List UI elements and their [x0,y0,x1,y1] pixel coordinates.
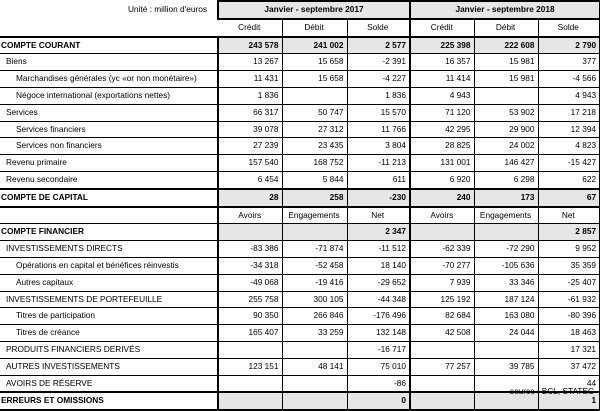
col-financial-3: Avoirs [410,207,474,224]
row-value: 12 394 [538,121,600,138]
row-value [218,392,282,410]
row-value: 2 577 [347,37,410,54]
col-financial-4: Engagements [474,207,538,224]
row-value: 123 151 [218,358,282,375]
row-value: 11 766 [347,121,410,138]
row-value: 18 463 [538,325,600,342]
row-value: -71 874 [282,241,347,258]
row-value: 173 [474,189,538,207]
table-row [0,104,600,121]
row-value: 50 747 [282,104,347,121]
table-row [0,37,600,54]
row-value: -2 391 [347,54,410,71]
row-value: 163 080 [474,308,538,325]
row-value: 4 943 [410,87,474,104]
row-value: 3 804 [347,138,410,155]
row-label: Services [0,104,218,121]
row-label: ERREURS ET OMISSIONS [0,392,218,410]
row-value [410,224,474,241]
row-value: 2 790 [538,37,600,54]
row-value: 131 001 [410,155,474,172]
row-value: -25 407 [538,274,600,291]
header-spacer [0,207,218,224]
row-value: -16 717 [347,341,410,358]
row-value: 240 [410,189,474,207]
row-value: 9 952 [538,241,600,258]
row-value: 35 359 [538,257,600,274]
row-label: Titres de participation [0,308,218,325]
row-label: AVOIRS DE RÉSERVE [0,375,218,392]
row-value: 27 312 [282,121,347,138]
row-value: -11 213 [347,155,410,172]
row-value: 5 844 [282,171,347,188]
row-value: -29 652 [347,274,410,291]
row-value: 15 981 [474,71,538,88]
row-value: -83 386 [218,241,282,258]
col-debit-2018: Débit [474,19,538,37]
row-value [282,375,347,392]
col-solde-2018: Solde [538,19,600,37]
row-value: 1 836 [347,87,410,104]
row-label: Services financiers [0,121,218,138]
row-value: -230 [347,189,410,207]
row-label: AUTRES INVESTISSEMENTS [0,358,218,375]
row-value: 75 010 [347,358,410,375]
financial-header-row [0,207,600,224]
row-value: 71 120 [410,104,474,121]
row-value: 6 298 [474,171,538,188]
row-value: 7 939 [410,274,474,291]
row-value: 622 [538,171,600,188]
row-value: 44 [538,375,600,392]
table-row [0,155,600,172]
row-value: 77 257 [410,358,474,375]
row-value: 23 435 [282,138,347,155]
row-value: 255 758 [218,291,282,308]
col-financial-0: Avoirs [218,207,282,224]
row-label: Opérations en capital et bénéfices réinvestis [0,257,218,274]
col-credit-2018: Crédit [410,19,474,37]
row-value: 225 398 [410,37,474,54]
row-value: -70 277 [410,257,474,274]
col-financial-1: Engagements [282,207,347,224]
row-value [410,375,474,392]
row-value: 90 350 [218,308,282,325]
table-row [0,121,600,138]
period-2017: Janvier - septembre 2017 [218,1,410,19]
row-value: 0 [347,392,410,410]
table-row [0,274,600,291]
row-value: 132 148 [347,325,410,342]
row-value: 300 105 [282,291,347,308]
row-value: 37 472 [538,358,600,375]
row-value: 4 943 [538,87,600,104]
col-credit-2017: Crédit [218,19,282,37]
row-value: 6 920 [410,171,474,188]
row-value: 611 [347,171,410,188]
row-value: 125 192 [410,291,474,308]
row-value [282,87,347,104]
row-value: 24 044 [474,325,538,342]
row-value: 266 846 [282,308,347,325]
row-value [218,375,282,392]
row-value: 24 002 [474,138,538,155]
row-value: 28 825 [410,138,474,155]
row-value: -49 068 [218,274,282,291]
row-label: INVESTISSEMENTS DIRECTS [0,241,218,258]
col-solde-2017: Solde [347,19,410,37]
row-value: 157 540 [218,155,282,172]
row-value: 11 414 [410,71,474,88]
row-value: -62 339 [410,241,474,258]
row-value: 4 823 [538,138,600,155]
row-value: 1 836 [218,87,282,104]
row-value: -4 566 [538,71,600,88]
row-value [218,341,282,358]
row-value: 165 407 [218,325,282,342]
row-value: 187 124 [474,291,538,308]
row-value: -11 512 [347,241,410,258]
table-row [0,87,600,104]
table-row [0,171,600,188]
col-financial-2: Net [347,207,410,224]
row-value: 53 902 [474,104,538,121]
row-label: COMPTE DE CAPITAL [0,189,218,207]
row-label: Titres de créance [0,325,218,342]
row-label: Revenu secondaire [0,171,218,188]
unit-label: Unité : million d'euros [0,1,218,19]
row-value: -176 496 [347,308,410,325]
row-value [474,87,538,104]
table-row [0,71,600,88]
row-value: 33 259 [282,325,347,342]
table-row [0,325,600,342]
row-value: 82 684 [410,308,474,325]
row-value: 48 141 [282,358,347,375]
row-value: 66 317 [218,104,282,121]
table-row [0,54,600,71]
row-label: INVESTISSEMENTS DE PORTEFEUILLE [0,291,218,308]
row-value [282,341,347,358]
row-value: 18 140 [347,257,410,274]
table-row [0,308,600,325]
row-value: -15 427 [538,155,600,172]
row-value: 377 [538,54,600,71]
row-value: 222 608 [474,37,538,54]
row-value: 17 321 [538,341,600,358]
row-value: 17 218 [538,104,600,121]
table-row [0,257,600,274]
row-value: 1 [538,392,600,410]
row-value: 42 295 [410,121,474,138]
row-value: 39 078 [218,121,282,138]
row-label: Autres capitaux [0,274,218,291]
col-debit-2017: Débit [282,19,347,37]
column-header-row [0,19,600,37]
table-row [0,358,600,375]
row-value: -52 458 [282,257,347,274]
row-value: 241 002 [282,37,347,54]
table-row [0,138,600,155]
row-value [282,392,347,410]
period-2018: Janvier - septembre 2018 [410,1,600,19]
col-financial-5: Net [538,207,600,224]
row-value: 13 267 [218,54,282,71]
row-value [282,224,347,241]
row-value: 29 900 [474,121,538,138]
row-value: 39 785 [474,358,538,375]
row-value: 15 658 [282,71,347,88]
row-value: 15 658 [282,54,347,71]
row-value: 2 347 [347,224,410,241]
row-value: -61 932 [538,291,600,308]
period-header-row [0,1,600,19]
row-label: Revenu primaire [0,155,218,172]
row-label: Négoce international (exportations nettes) [0,87,218,104]
row-value: 28 [218,189,282,207]
table-row [0,241,600,258]
row-value: 258 [282,189,347,207]
table-row [0,341,600,358]
row-value: 11 431 [218,71,282,88]
row-label: Services non financiers [0,138,218,155]
row-value: -80 396 [538,308,600,325]
row-value: 15 981 [474,54,538,71]
row-value [410,341,474,358]
row-value: -44 348 [347,291,410,308]
row-value: 27 239 [218,138,282,155]
row-value: 2 857 [538,224,600,241]
row-value [474,341,538,358]
table-row [0,291,600,308]
row-value: -72 290 [474,241,538,258]
table-row [0,224,600,241]
row-value [474,224,538,241]
row-value [218,224,282,241]
row-value: -34 318 [218,257,282,274]
row-label: PRODUITS FINANCIERS DERIVÉS [0,341,218,358]
row-value: 33 346 [474,274,538,291]
row-value: 16 357 [410,54,474,71]
row-label: Biens [0,54,218,71]
table-row [0,189,600,207]
row-value [410,392,474,410]
row-value: -105 636 [474,257,538,274]
row-value: -86 [347,375,410,392]
row-value: 15 570 [347,104,410,121]
header-spacer [0,19,218,37]
row-label: Marchandises générales (yc «or non monétaire») [0,71,218,88]
row-value: 168 752 [282,155,347,172]
row-value: 67 [538,189,600,207]
row-label: COMPTE COURANT [0,37,218,54]
row-value: -19 416 [282,274,347,291]
row-value: 6 454 [218,171,282,188]
row-value: -4 227 [347,71,410,88]
row-value: 146 427 [474,155,538,172]
row-value: 42 508 [410,325,474,342]
source-note: source : BCL, STATEC [509,386,594,396]
row-value: 243 578 [218,37,282,54]
row-label: COMPTE FINANCIER [0,224,218,241]
